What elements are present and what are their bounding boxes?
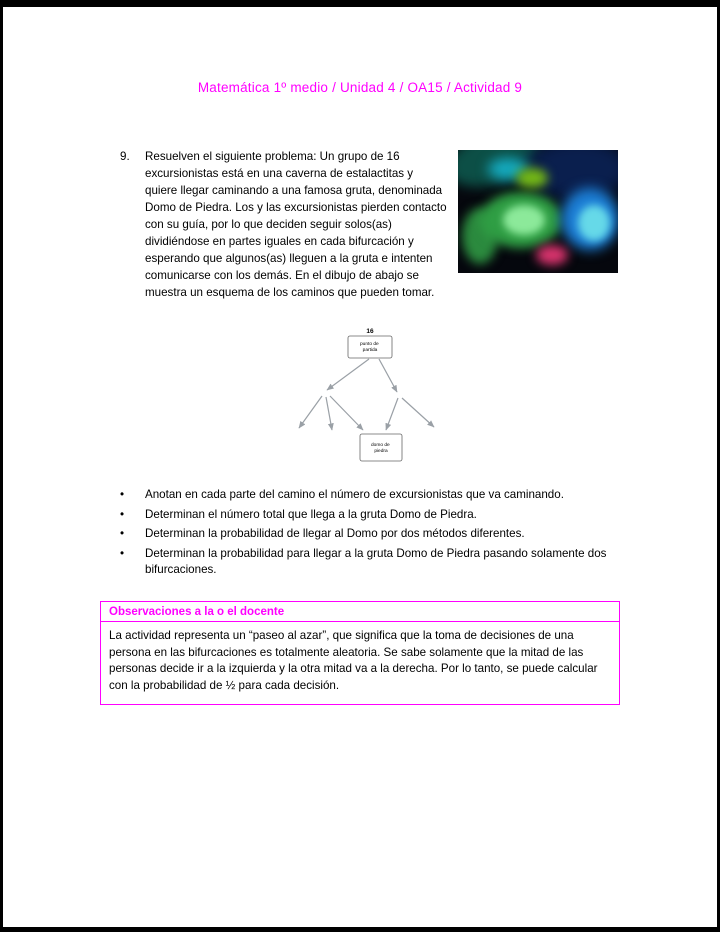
paths-diagram-svg — [286, 326, 451, 474]
list-item — [120, 507, 620, 524]
cave-photo — [458, 150, 618, 273]
start-node-label-line1: punto de — [359, 342, 379, 347]
bullet-text: Determinan la probabilidad para llegar a la gruta Domo de Piedra pasando solamente dos bifurcaciones. — [145, 546, 607, 576]
bullet-marker — [120, 487, 145, 504]
path-arrow — [386, 398, 398, 430]
problem-statement — [120, 148, 618, 301]
observations-title: Observaciones a la o el docente — [101, 602, 619, 622]
problem-text: Resuelven el siguiente problema: Un grupo de 16 excursionistas está en una caverna de estalactitas y quiere llegar caminando a una famosa gruta, denominada Domo de Piedra. Los y las excursionistas pierden contacto con su guía, por lo que deciden seguir solos(as) dividiéndose en partes iguales en cada bifurcación y esperando que algunos(as) lleguen a la gruta e intenten comunicarse con los demás. En el dibujo de abajo se muestra un esquema de los caminos que pueden tomar. — [145, 150, 447, 299]
teacher-observations-box — [100, 601, 620, 705]
end-node-label-line2: piedra — [374, 449, 388, 455]
start-node-box — [348, 336, 392, 358]
path-arrow — [379, 359, 397, 392]
problem-number: 9. — [120, 150, 130, 163]
bullet-text: Determinan la probabilidad de llegar al Domo por dos métodos diferentes. — [145, 527, 525, 540]
bullet-text: Determinan el número total que llega a la gruta Domo de Piedra. — [145, 507, 477, 521]
bullet-marker — [120, 507, 145, 524]
path-arrow — [330, 396, 363, 430]
photo-blob — [516, 168, 548, 188]
photo-blob — [503, 205, 545, 235]
start-node-label-line2: partida — [362, 348, 378, 354]
bullet-text: Anotan en cada parte del camino el número de excursionistas que va caminando. — [145, 488, 564, 501]
start-count-label: 16 — [366, 328, 374, 335]
photo-blob — [578, 205, 610, 241]
path-arrow — [327, 359, 369, 390]
task-bullet-list — [120, 487, 620, 582]
list-item — [120, 546, 620, 579]
list-item — [120, 526, 620, 543]
photo-blob — [536, 245, 568, 265]
path-arrow — [326, 397, 332, 430]
page-title: Matemática 1º medio / Unidad 4 / OA15 / Actividad 9 — [197, 80, 523, 95]
paths-diagram — [286, 326, 451, 474]
bullet-marker — [120, 546, 145, 579]
bullet-marker — [120, 526, 145, 543]
end-node-label-line1: domo de — [370, 443, 390, 448]
problem-text-block — [145, 148, 618, 301]
path-arrow — [402, 398, 434, 427]
list-item — [120, 487, 620, 504]
observations-body: La actividad representa un “paseo al azar”, que significa que la toma de decisiones de una persona en las bifurcaciones es totalmente aleatoria. Se sabe solamente que la mitad de las personas decide ir a la izquierda y la otra mitad va a la derecha. Por lo tanto, se puede calcular con la probabilidad de ½ para cada decisión. — [109, 629, 598, 692]
path-arrow — [299, 396, 322, 428]
